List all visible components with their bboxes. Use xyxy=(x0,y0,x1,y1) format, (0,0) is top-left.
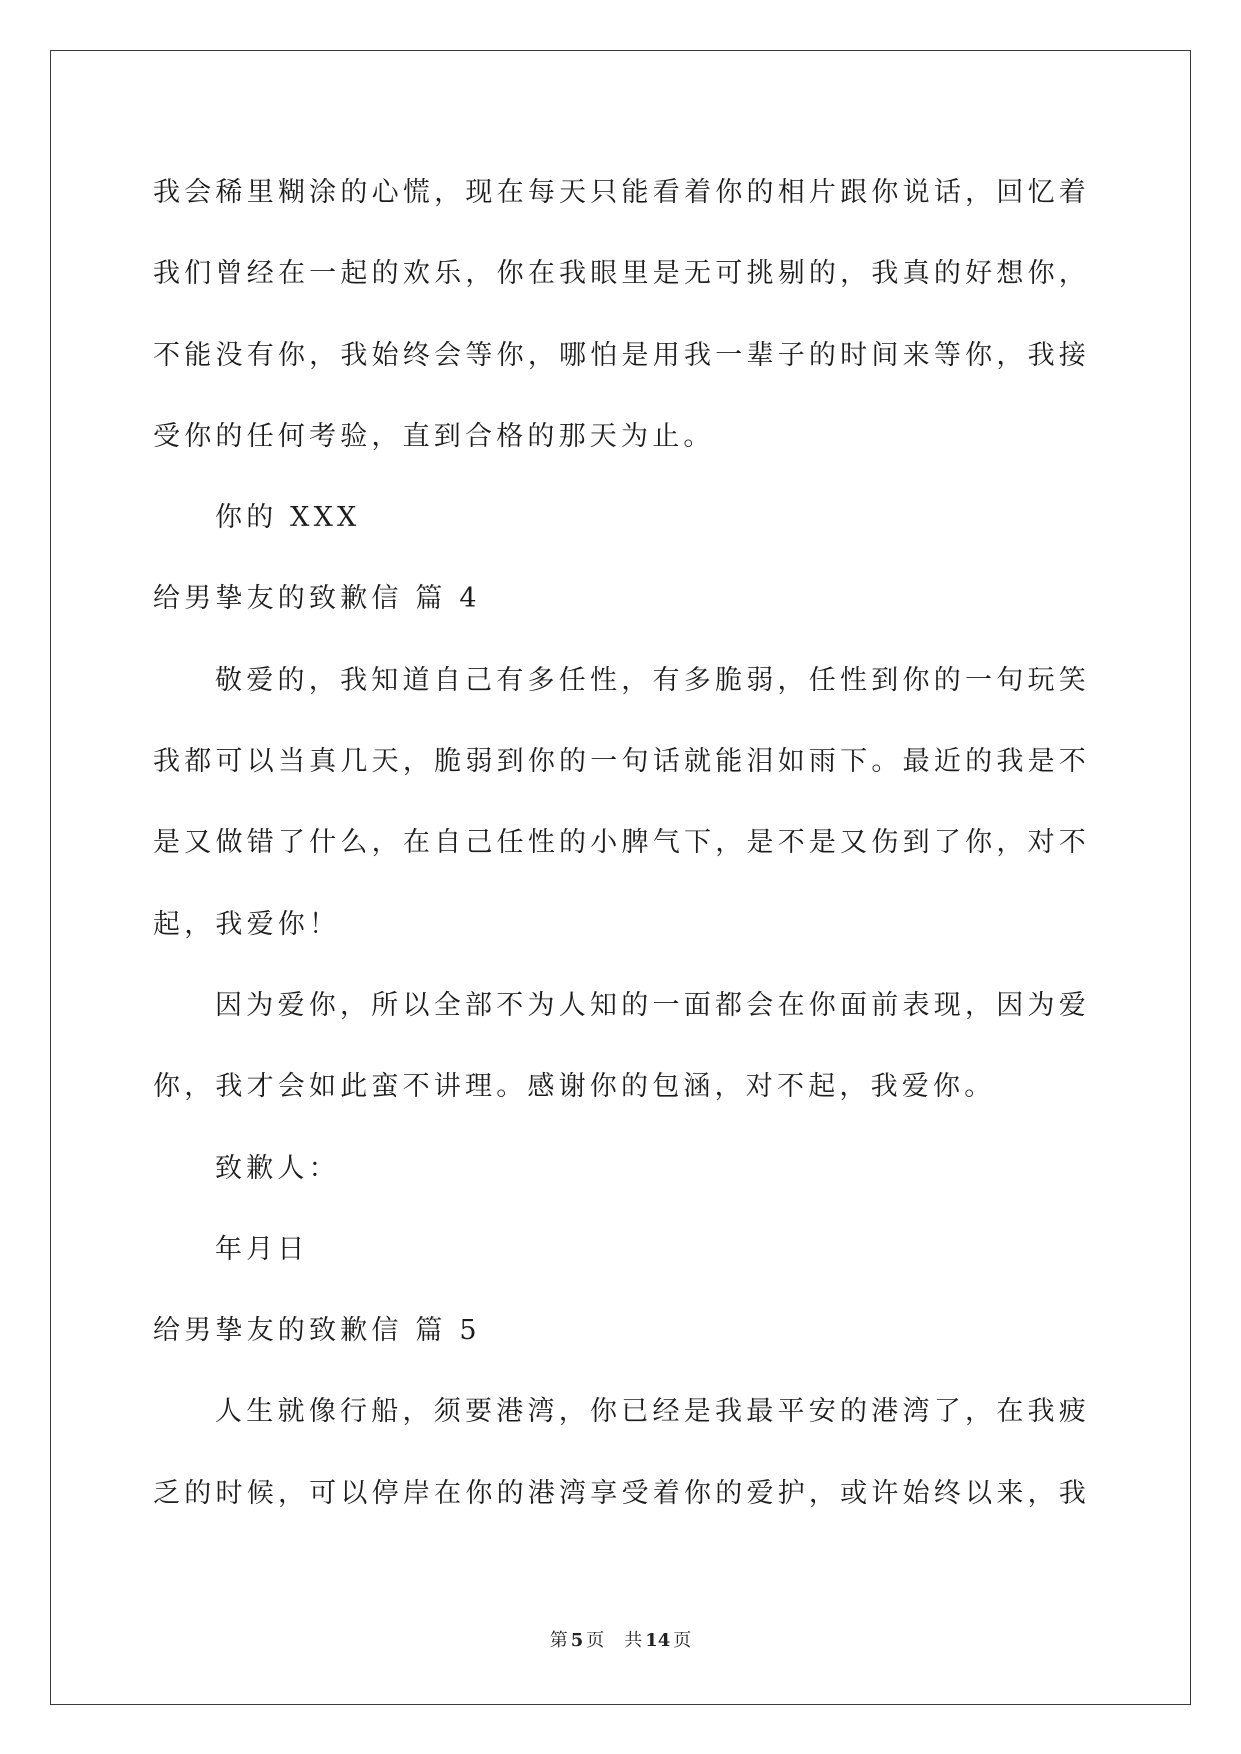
paragraph-line: 我会稀里糊涂的心慌，现在每天只能看着你的相片跟你说话，回忆着 xyxy=(153,177,1090,208)
paragraph-line: 你，我才会如此蛮不讲理。感谢你的包涵，对不起，我爱你。 xyxy=(153,1071,996,1103)
paragraph-line: 人生就像行船，须要港湾，你已经是我最平安的港湾了，在我疲 xyxy=(215,1396,1090,1428)
section-heading: 给男挚友的致歉信 篇 4 xyxy=(153,583,481,615)
paragraph-line: 我都可以当真几天，脆弱到你的一句话就能泪如雨下。最近的我是不 xyxy=(153,746,1090,778)
paragraph-line: 不能没有你，我始终会等你，哪怕是用我一辈子的时间来等你，我接 xyxy=(153,339,1090,371)
paragraph-line: 受你的任何考验，直到合格的那天为止。 xyxy=(153,420,715,452)
footer-label: 页 xyxy=(586,1630,605,1651)
document-body xyxy=(153,152,1090,1534)
paragraph-line: 是又做错了什么，在自己任性的小脾气下，是不是又伤到了你，对不 xyxy=(153,827,1090,859)
section-heading: 给男挚友的致歉信 篇 5 xyxy=(153,1315,481,1347)
paragraph-line: 起，我爱你！ xyxy=(153,908,341,940)
paragraph-line: 因为爱你，所以全部不为人知的一面都会在你面前表现，因为爱 xyxy=(215,989,1090,1021)
date-line: 年月日 xyxy=(215,1233,309,1265)
signoff-line: 致歉人： xyxy=(215,1152,340,1184)
page-number: 5 xyxy=(570,1630,584,1651)
footer-label: 共 xyxy=(624,1630,643,1651)
signature-line: 你的 XXX xyxy=(215,502,361,534)
paragraph-line: 敬爱的，我知道自己有多任性，有多脆弱，任性到你的一句玩笑 xyxy=(215,664,1090,696)
total-pages: 14 xyxy=(645,1630,671,1651)
footer-label: 第 xyxy=(549,1630,568,1651)
paragraph-line: 乏的时候，可以停岸在你的港湾享受着你的爱护，或许始终以来，我 xyxy=(153,1477,1090,1509)
page-footer xyxy=(0,1628,1241,1654)
paragraph-line: 我们曾经在一起的欢乐，你在我眼里是无可挑剔的，我真的好想你， xyxy=(153,258,1090,290)
footer-label: 页 xyxy=(673,1630,692,1651)
